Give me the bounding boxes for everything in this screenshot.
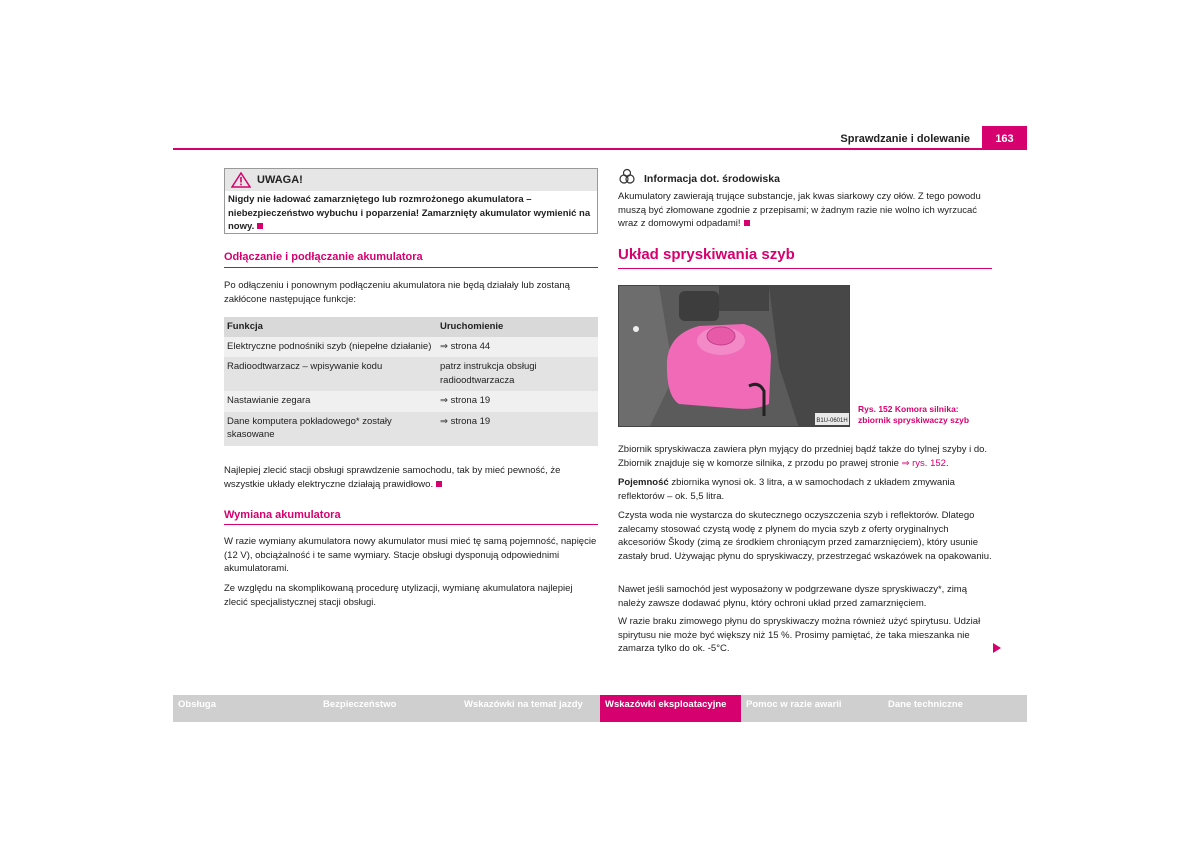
table-header-cell: Uruchomienie bbox=[437, 317, 598, 337]
section-rule bbox=[224, 267, 598, 268]
figure-link[interactable]: ⇒ rys. 152 bbox=[901, 457, 946, 469]
washer-paragraph: Zbiornik spryskiwacza zawiera płyn myjący do przedniej bądź także do tylnej szyby i do. Zbiornik znajduje się w komorze silnika, z przodu po prawej stronie ⇒ rys. 152. bbox=[618, 444, 988, 469]
table-cell: Dane komputera pokładowego* zostały skasowane bbox=[224, 412, 437, 446]
capacity-paragraph: Pojemność zbiornika wynosi ok. 3 litra, a w samochodach z układem zmywania reflektorów – ok. 5,5 litra. bbox=[618, 477, 955, 502]
warning-text: Nigdy nie ładować zamarzniętego lub rozmrożonego akumulatora – niebezpieczeństwo wybuchu i poparzenia! Zamarznięty akumulator wymienić na nowy. bbox=[228, 194, 591, 232]
warning-box bbox=[224, 168, 598, 234]
continue-arrow-icon bbox=[993, 643, 1001, 653]
table-row bbox=[224, 391, 598, 412]
table-cell: Nastawianie zegara bbox=[224, 391, 437, 412]
section-rule bbox=[224, 524, 598, 525]
washer-paragraph: Czysta woda nie wystarcza do skutecznego oczyszczenia szyb i reflektorów. Dlatego zalecamy stosować czystą wodę z płynem do mycia szyb z oferty oryginalnych akcesoriów Škody (zimą ze środkiem chroniącym przed zamarznięciem), który usunie zastały brud. Używając płynu do spryskiwaczy, przestrzegać wskazówek na opakowaniu. bbox=[618, 510, 992, 562]
warning-title: UWAGA! bbox=[257, 174, 303, 186]
table-row bbox=[224, 412, 598, 446]
section-heading-replace: Wymiana akumulatora bbox=[224, 509, 341, 521]
running-header-title: Sprawdzanie i dolewanie bbox=[840, 133, 970, 145]
washer-paragraph: W razie braku zimowego płynu do spryskiwaczy można również użyć spirytusu. Udział spirytusu nie może być większy niż 15 %. Prosimy pamiętać, że taka mieszanka nie zamarza tylko do ok. -5°C. bbox=[618, 616, 981, 654]
table-cell: ⇒ strona 19 bbox=[437, 391, 598, 412]
nav-tab-obsluga[interactable]: Obsługa bbox=[173, 695, 318, 722]
section1-intro: Po odłączeniu i ponownym podłączeniu akumulatora nie będą działały lub zostaną zakłócone następujące funkcje: bbox=[224, 280, 570, 305]
section-rule bbox=[618, 268, 992, 269]
warning-triangle-icon bbox=[231, 172, 251, 188]
table-cell: Radioodtwarzacz – wpisywanie kodu bbox=[224, 357, 437, 391]
end-marker bbox=[744, 220, 750, 226]
table-cell: Elektryczne podnośniki szyb (niepełne działanie) bbox=[224, 337, 437, 358]
table-header-cell: Funkcja bbox=[224, 317, 437, 337]
table-header-row bbox=[224, 317, 598, 337]
nav-tab-wskazowki-jazdy[interactable]: Wskazówki na temat jazdy bbox=[459, 695, 600, 722]
table-cell: patrz instrukcja obsługi radioodtwarzacza bbox=[437, 357, 598, 391]
section2-paragraph: W razie wymiany akumulatora nowy akumulator musi mieć tę samą pojemność, napięcie (12 V), obciążalność i te same wymiary. Stacje obsługi dysponują odpowiednimi akumulatorami. bbox=[224, 536, 597, 574]
page-number: 163 bbox=[982, 126, 1027, 149]
environment-icon bbox=[618, 168, 636, 186]
warning-header bbox=[225, 169, 597, 191]
table-cell: ⇒ strona 44 bbox=[437, 337, 598, 358]
section2-paragraph: Ze względu na skomplikowaną procedurę utylizacji, wymianę akumulatora najlepiej zlecić specjalistycznej stacji obsługi. bbox=[224, 583, 573, 608]
environment-title: Informacja dot. środowiska bbox=[644, 173, 780, 185]
washer-paragraph: Nawet jeśli samochód jest wyposażony w podgrzewane dysze spryskiwaczy*, zimą należy zawsze dodawać płynu, który ochroni układ przed zamarznięciem. bbox=[618, 584, 968, 609]
caption-line: zbiornik spryskiwaczy szyb bbox=[858, 415, 970, 425]
figure-code: B1U-0601H bbox=[816, 418, 848, 424]
functions-table bbox=[224, 317, 598, 446]
table-row bbox=[224, 337, 598, 358]
header-rule bbox=[173, 148, 1027, 150]
nav-tab-dane-techniczne[interactable]: Dane techniczne bbox=[883, 695, 1027, 722]
table-cell: ⇒ strona 19 bbox=[437, 412, 598, 446]
engine-compartment-photo bbox=[618, 285, 850, 427]
end-marker bbox=[257, 223, 263, 229]
end-marker bbox=[436, 481, 442, 487]
section1-outro: Najlepiej zlecić stacji obsługi sprawdzenie samochodu, tak by mieć pewność, że wszystkie układy elektryczne działają prawidłowo. bbox=[224, 465, 561, 490]
engine-illustration bbox=[619, 286, 850, 427]
caption-line: Rys. 152 Komora silnika: bbox=[858, 404, 959, 414]
nav-tab-bezpieczenstwo[interactable]: Bezpieczeństwo bbox=[318, 695, 459, 722]
nav-tab-pomoc[interactable]: Pomoc w razie awarii bbox=[741, 695, 883, 722]
nav-tab-wskazowki-eksploatacyjne[interactable]: Wskazówki eksploatacyjne bbox=[600, 695, 741, 722]
table-row bbox=[224, 357, 598, 391]
environment-text: Akumulatory zawierają trujące substancje, jak kwas siarkowy czy ołów. Z tego powodu muszą być złomowane zgodnie z przepisami; w żadnym razie nie wolno ich wyrzucać wraz z domowymi odpadami! bbox=[618, 191, 981, 229]
section-heading-washer: Układ spryskiwania szyb bbox=[618, 246, 795, 263]
section-heading-disconnect: Odłączanie i podłączanie akumulatora bbox=[224, 251, 423, 263]
figure-caption bbox=[858, 404, 969, 426]
